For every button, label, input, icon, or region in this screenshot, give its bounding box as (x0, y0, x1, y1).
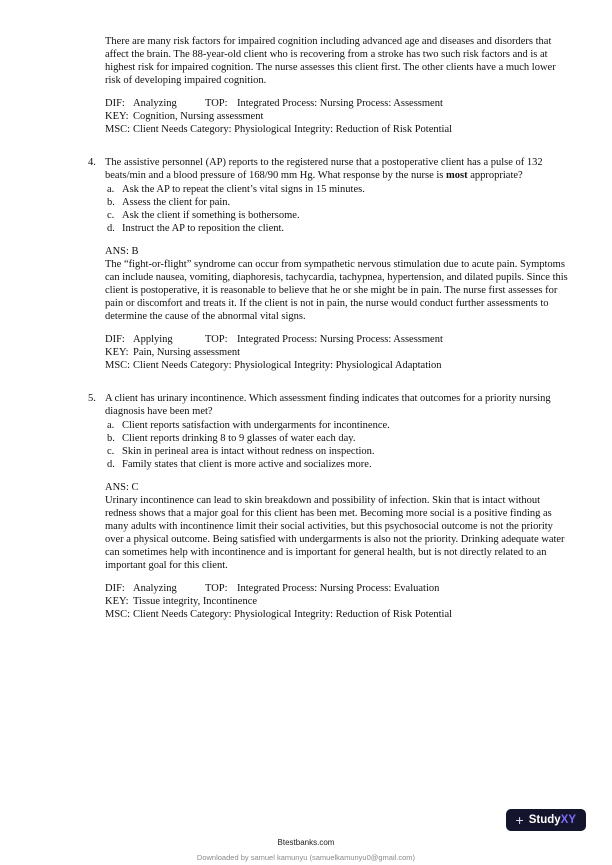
key-label: KEY: (105, 111, 129, 122)
msc-value: Client Needs Category: Physiological Integrity: Reduction of Risk Potential (133, 609, 453, 620)
choice-text: Family states that client is more active and socializes more. (122, 459, 372, 470)
top-label: TOP: (205, 98, 228, 109)
meta-key-row (105, 595, 570, 608)
choice-list (105, 183, 570, 235)
top-value: Integrated Process: Nursing Process: Evaluation (237, 583, 440, 594)
answer-line: ANS: C (105, 482, 139, 493)
top-value: Integrated Process: Nursing Process: Assessment (237, 98, 443, 109)
meta-dif-top-row (105, 97, 570, 110)
choice-letter: c. (107, 446, 115, 457)
choice-text: Ask the AP to repeat the client’s vital signs in 15 minutes. (122, 184, 365, 195)
choice-list (105, 419, 570, 471)
choice-text: Assess the client for pain. (122, 197, 231, 208)
answer-line: ANS: B (105, 246, 139, 257)
choice-letter: c. (107, 210, 115, 221)
question-stem (105, 392, 570, 418)
dif-value: Analyzing (133, 98, 177, 109)
plus-icon: + (515, 812, 524, 828)
dif-value: Applying (133, 334, 173, 345)
question-block (88, 156, 570, 372)
key-value: Tissue integrity, Incontinence (133, 596, 258, 607)
msc-value: Client Needs Category: Physiological Integrity: Physiological Adaptation (133, 360, 442, 371)
choice-b (105, 196, 570, 209)
meta-key-row (105, 346, 570, 359)
top-label: TOP: (205, 334, 228, 345)
rationale-paragraph: There are many risk factors for impaired cognition including advanced age and diseases and disorders that affect the brain. The 88-year-old client who is recovering from a stroke has two such risk factors and is at highest risk for impaired cognition. The nurse assesses this client first. The other clients have a much lower risk of developing impaired cognition. (105, 36, 556, 86)
meta-msc-row (105, 608, 570, 621)
logo-xy-text: XY (560, 814, 576, 826)
top-label: TOP: (205, 583, 228, 594)
choice-text: Client reports satisfaction with undergarments for incontinence. (122, 420, 390, 431)
question-stem-text-end: appropriate? (467, 170, 523, 181)
dif-label: DIF: (105, 334, 125, 345)
question-stem-row (88, 156, 570, 182)
choice-text: Skin in perineal area is intact without redness on inspection. (122, 446, 375, 457)
logo-study-text: Study (528, 814, 561, 826)
meta-msc-row (105, 123, 570, 136)
msc-label: MSC: (105, 609, 131, 620)
answer-block (105, 481, 570, 572)
question-metadata (105, 582, 570, 621)
meta-dif-top-row (105, 333, 570, 346)
question-stem-text: The assistive personnel (AP) reports to the registered nurse that a postoperative client has a pulse of 132 beats/min and a blood pressure of 168/90 mm Hg. What response by the nurse is (105, 157, 543, 181)
choice-d (105, 222, 570, 235)
question-number: 5. (88, 393, 96, 404)
choice-text: Ask the client if something is bothersome. (122, 210, 300, 221)
question-metadata (105, 97, 570, 136)
choice-a (105, 183, 570, 196)
choice-text: Instruct the AP to reposition the client. (122, 223, 285, 234)
meta-key-row (105, 110, 570, 123)
choice-b (105, 432, 570, 445)
site-link[interactable]: Btestbanks.com (277, 838, 335, 847)
studyxy-logo[interactable] (506, 809, 586, 831)
question-stem-row (88, 392, 570, 418)
key-label: KEY: (105, 347, 129, 358)
question-block (88, 392, 570, 621)
question-stem-bold: most (446, 170, 468, 181)
key-value: Pain, Nursing assessment (133, 347, 241, 358)
choice-letter: b. (107, 433, 115, 444)
dif-label: DIF: (105, 98, 125, 109)
question-stem-text: A client has urinary incontinence. Which assessment finding indicates that outcomes for a priority nursing diagnosis have been met? (105, 393, 551, 417)
key-value: Cognition, Nursing assessment (133, 111, 264, 122)
choice-letter: a. (107, 420, 115, 431)
choice-letter: a. (107, 184, 115, 195)
choice-c (105, 209, 570, 222)
key-label: KEY: (105, 596, 129, 607)
msc-label: MSC: (105, 124, 131, 135)
choice-a (105, 419, 570, 432)
meta-msc-row (105, 359, 570, 372)
top-value: Integrated Process: Nursing Process: Assessment (237, 334, 443, 345)
dif-value: Analyzing (133, 583, 177, 594)
choice-c (105, 445, 570, 458)
rationale-paragraph: Urinary incontinence can lead to skin breakdown and possibility of infection. Skin that is intact without redness shows that a major goal for this client has been met. Becoming more social is a positive finding as many adults with incontinence limit their social activities, but this psychosocial outcome is not the priority over a physical outcome. Being satisfied with undergarments is also not the priority. Drinking adequate water can sometimes help with incontinence and is important for general health, but is not directly related to an important goal for this client. (105, 495, 565, 571)
rationale-paragraph: The “fight-or-flight” syndrome can occur from sympathetic nervous stimulation due to acute pain. Symptoms can include nausea, vomiting, diaphoresis, tachycardia, tachypnea, hypertension, and dilated pupils. Since this client is postoperative, it is reasonable to believe that he or she might be in pain. The nurse first assesses for pain or discomfort and treats it. If the client is not in pain, the nurse would conduct further assessments to determine the cause of the abnormal vital signs. (105, 259, 568, 322)
question-stem (105, 156, 570, 182)
meta-dif-top-row (105, 582, 570, 595)
choice-letter: b. (107, 197, 115, 208)
msc-label: MSC: (105, 360, 131, 371)
msc-value: Client Needs Category: Physiological Integrity: Reduction of Risk Potential (133, 124, 453, 135)
dif-label: DIF: (105, 583, 125, 594)
choice-text: Client reports drinking 8 to 9 glasses of water each day. (122, 433, 356, 444)
question-number: 4. (88, 157, 96, 168)
answer-block (105, 245, 570, 323)
download-note: Downloaded by samuel kamunyu (samuelkamunyu0@gmail.com) (196, 853, 416, 862)
choice-letter: d. (107, 459, 115, 470)
choice-d (105, 458, 570, 471)
question-metadata (105, 333, 570, 372)
choice-letter: d. (107, 223, 115, 234)
